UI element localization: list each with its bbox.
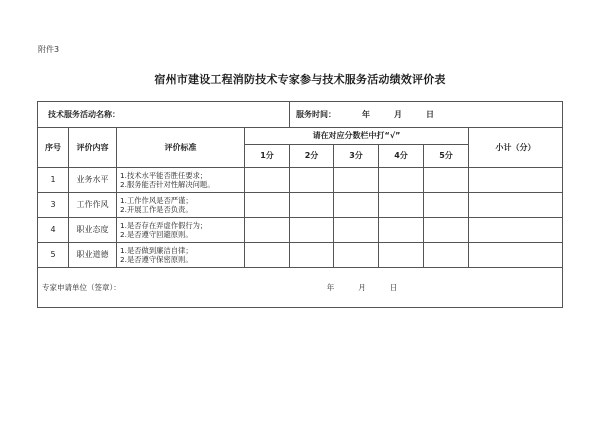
criteria-line: 2.是否遵守回避原则。 bbox=[120, 230, 193, 239]
header-content: 评价内容 bbox=[69, 128, 117, 168]
row-seq: 4 bbox=[38, 218, 69, 243]
score-cell[interactable] bbox=[334, 193, 379, 218]
score-cell[interactable] bbox=[379, 218, 424, 243]
row-seq: 1 bbox=[38, 168, 69, 193]
header-row-1 bbox=[38, 128, 563, 145]
signature-cell[interactable] bbox=[38, 268, 563, 308]
applicant-unit-label: 专家申请单位（签章）： bbox=[42, 283, 121, 292]
score-cell[interactable] bbox=[424, 218, 469, 243]
score-cell[interactable] bbox=[424, 243, 469, 268]
criteria-line: 2.是否遵守保密原则。 bbox=[120, 255, 193, 264]
evaluation-table bbox=[37, 101, 563, 308]
form-title: 宿州市建设工程消防技术专家参与技术服务活动绩效评价表 bbox=[154, 73, 446, 86]
header-score-1: 1分 bbox=[245, 145, 290, 168]
service-time-label: 服务时间： bbox=[296, 109, 336, 119]
header-criteria: 评价标准 bbox=[117, 128, 245, 168]
header-score-2: 2分 bbox=[290, 145, 334, 168]
row-criteria bbox=[117, 243, 245, 268]
score-cell[interactable] bbox=[424, 193, 469, 218]
row-criteria bbox=[117, 193, 245, 218]
row-criteria bbox=[117, 218, 245, 243]
header-subtotal: 小计（分） bbox=[469, 128, 563, 168]
score-cell[interactable] bbox=[290, 168, 334, 193]
criteria-line: 1.是否做到廉洁自律； bbox=[120, 245, 193, 255]
score-cell[interactable] bbox=[245, 243, 290, 268]
score-cell[interactable] bbox=[290, 193, 334, 218]
score-cell[interactable] bbox=[245, 193, 290, 218]
criteria-line: 2.开展工作是否负责。 bbox=[120, 205, 193, 214]
header-instruction: 请在对应分数栏中打“√” bbox=[245, 128, 469, 145]
criteria-line: 1.工作作风是否严谨； bbox=[120, 195, 193, 205]
score-cell[interactable] bbox=[334, 168, 379, 193]
row-seq: 3 bbox=[38, 193, 69, 218]
row-content: 职业道德 bbox=[69, 243, 117, 268]
table-row bbox=[38, 218, 563, 243]
header-score-4: 4分 bbox=[379, 145, 424, 168]
footer-month-label: 月 bbox=[358, 283, 366, 292]
attachment-label: 附件3 bbox=[38, 45, 60, 54]
row-content: 业务水平 bbox=[69, 168, 117, 193]
table-row bbox=[38, 168, 563, 193]
service-year-label: 年 bbox=[362, 109, 370, 119]
row-content: 工作作风 bbox=[69, 193, 117, 218]
score-cell[interactable] bbox=[379, 168, 424, 193]
criteria-line: 1.是否存在弄虚作假行为； bbox=[120, 220, 208, 230]
subtotal-cell[interactable] bbox=[469, 193, 563, 218]
criteria-line: 2.服务能否针对性解决问题。 bbox=[120, 180, 215, 189]
table-row bbox=[38, 193, 563, 218]
subtotal-cell[interactable] bbox=[469, 218, 563, 243]
header-score-3: 3分 bbox=[334, 145, 379, 168]
score-cell[interactable] bbox=[334, 218, 379, 243]
service-day-label: 日 bbox=[426, 109, 434, 119]
table-row bbox=[38, 243, 563, 268]
service-time-cell bbox=[290, 102, 563, 128]
service-info-row bbox=[38, 102, 563, 128]
score-cell[interactable] bbox=[379, 243, 424, 268]
footer-row bbox=[38, 268, 563, 308]
footer-day-label: 日 bbox=[389, 283, 398, 292]
row-seq: 5 bbox=[38, 243, 69, 268]
service-month-label: 月 bbox=[394, 109, 402, 119]
header-seq: 序号 bbox=[38, 128, 69, 168]
score-cell[interactable] bbox=[245, 218, 290, 243]
subtotal-cell[interactable] bbox=[469, 168, 563, 193]
score-cell[interactable] bbox=[290, 218, 334, 243]
service-name-label: 技术服务活动名称： bbox=[38, 102, 290, 128]
row-criteria bbox=[117, 168, 245, 193]
score-cell[interactable] bbox=[290, 243, 334, 268]
score-cell[interactable] bbox=[424, 168, 469, 193]
subtotal-cell[interactable] bbox=[469, 243, 563, 268]
score-cell[interactable] bbox=[379, 193, 424, 218]
footer-year-label: 年 bbox=[326, 283, 335, 292]
criteria-line: 1.技术水平能否胜任要求； bbox=[120, 170, 208, 180]
score-cell[interactable] bbox=[245, 168, 290, 193]
score-cell[interactable] bbox=[334, 243, 379, 268]
row-content: 职业态度 bbox=[69, 218, 117, 243]
header-score-5: 5分 bbox=[424, 145, 469, 168]
